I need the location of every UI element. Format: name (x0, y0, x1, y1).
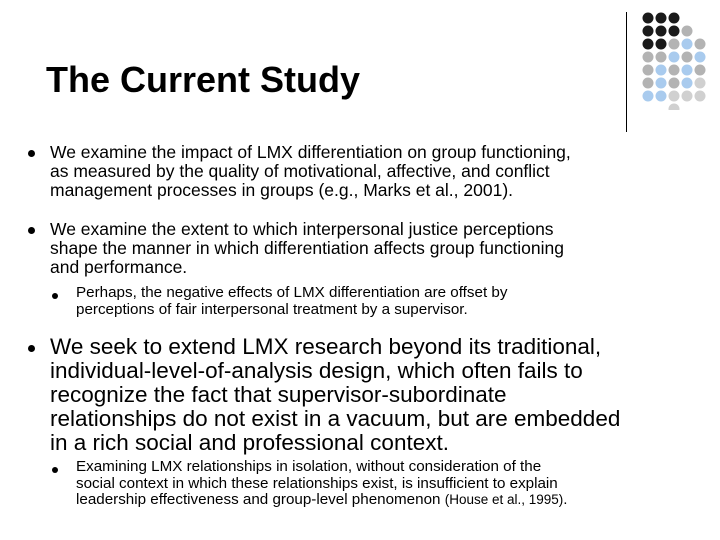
sub-bullet-text (76, 459, 568, 509)
bullet-line: and performance. (50, 257, 188, 277)
sub-bullet-line: Perhaps, the negative effects of LMX differentiation are offset by (76, 284, 508, 301)
sub-bullet-line: perceptions of fair interpersonal treatment by a supervisor. (76, 300, 468, 318)
sub-bullet-marker-icon (52, 464, 58, 476)
bullet-marker-icon (28, 148, 35, 160)
bullet-text (50, 220, 564, 277)
sub-bullet-marker-icon (52, 290, 58, 302)
bullet-line: We seek to extend LMX research beyond its traditional, (50, 334, 602, 359)
bullet-marker-icon (28, 225, 35, 237)
bullet-line: We examine the impact of LMX differentiation on group functioning, (50, 142, 571, 162)
bullet-line: shape the manner in which differentiation affects group functioning (50, 238, 564, 258)
sub-bullet-line: social context in which these relationships exist, is insufficient to explain (76, 474, 558, 492)
bullet-line: relationships do not exist in a vacuum, but are embedded (50, 406, 621, 431)
bullet-line: recognize the fact that supervisor-subordinate (50, 382, 507, 407)
sub-bullet-text (76, 285, 507, 318)
bullet-marker-icon (28, 343, 35, 355)
bullet-line: as measured by the quality of motivational, affective, and conflict (50, 161, 550, 181)
sub-bullet-line: leadership effectiveness and group-level phenomenon (76, 491, 441, 508)
citation: (House et al., 1995) (444, 492, 564, 507)
bullet-text (50, 335, 620, 455)
bullet-line: management processes in groups (e.g., Marks et al., 2001). (50, 180, 514, 200)
slide-title: The Current Study (46, 59, 361, 100)
trailing-period: . (563, 491, 568, 508)
bullet-line: We examine the extent to which interpersonal justice perceptions (50, 219, 554, 239)
bullet-line: in a rich social and professional context. (50, 430, 449, 455)
sub-bullet-line: Examining LMX relationships in isolation, without consideration of the (76, 458, 542, 475)
bullet-text (50, 143, 571, 200)
bullet-line: individual-level-of-analysis design, which often fails to (50, 358, 583, 383)
sub-bullet-line-with-citation (76, 492, 568, 509)
